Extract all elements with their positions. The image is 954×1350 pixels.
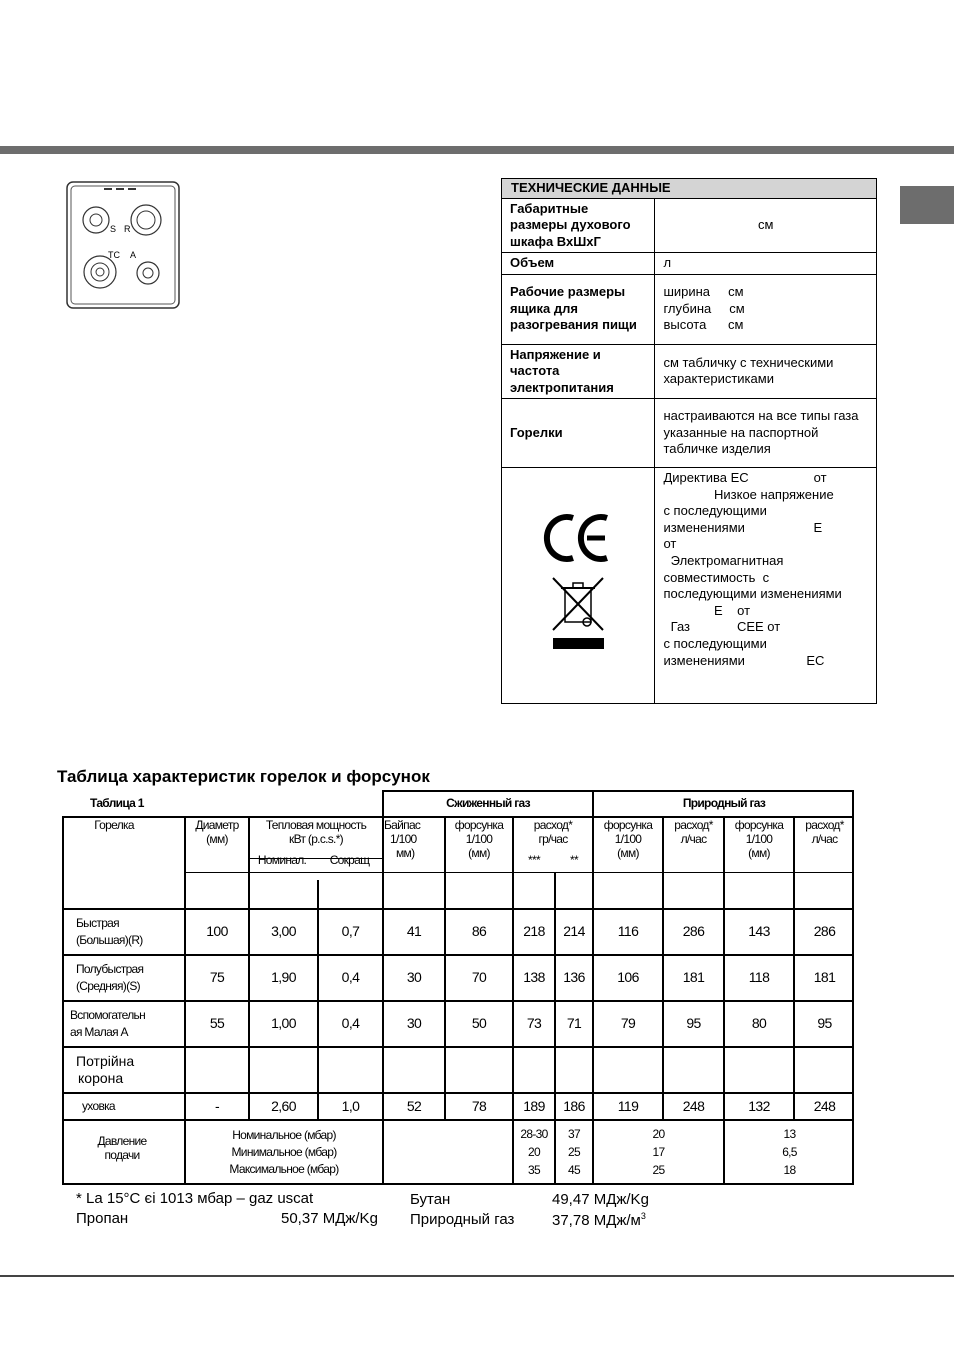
table-caption: Таблица 1 — [90, 796, 144, 810]
col-diameter — [186, 818, 248, 846]
pressure-value: 45 — [568, 1163, 580, 1177]
burner-name-line: Полубыстрая — [76, 962, 144, 976]
table-cell: 41 — [406, 923, 422, 939]
table-cell: 95 — [686, 1015, 701, 1031]
burner-name — [70, 1007, 145, 1041]
table-cell: 1,90 — [271, 969, 296, 985]
pressure-value: 13 — [783, 1127, 796, 1141]
col-thermal-power — [250, 818, 382, 846]
directive-line: совместимость с — [663, 569, 770, 585]
col-flow-ng2-l1: расход* — [805, 818, 844, 832]
pressure-ng2 — [725, 1125, 854, 1179]
voltage-label: Напряжение и частота электропитания — [502, 344, 655, 399]
col-thermal-l1: Тепловая мощность — [265, 818, 367, 832]
drawer-width: ширина см — [663, 284, 744, 300]
burner-name-line: ая Малая А — [70, 1025, 128, 1039]
burner-name-line: Вспомогательн — [70, 1008, 146, 1022]
table-cell: 218 — [523, 923, 545, 939]
table-cell: 143 — [748, 923, 770, 939]
directive-line: с последующими — [663, 635, 767, 651]
language-tab-marker — [900, 186, 954, 224]
table-cell: 95 — [817, 1015, 832, 1031]
table-cell: 78 — [471, 1097, 487, 1114]
burners-value: настраиваются на все типы газа указанные на паспортной табличке изделия — [655, 399, 877, 468]
top-header-bar — [0, 146, 954, 154]
drawer-depth: глубина см — [663, 300, 745, 316]
burners-label: Горелки — [502, 399, 655, 468]
table-cell: 1,00 — [271, 1015, 296, 1031]
footnote-propane-label: Пропан — [76, 1210, 129, 1227]
pressure-lpg-butane — [514, 1125, 554, 1179]
pressure-value: 20 — [528, 1145, 540, 1159]
label-s: S — [110, 224, 117, 234]
burner-name — [82, 1098, 115, 1115]
footer-line — [0, 1275, 954, 1277]
footnote-conditions: * La 15°C єі 1013 мбар – gaz uscat — [76, 1190, 314, 1207]
pressure-maximum: Максимальное (мбар) — [229, 1162, 339, 1176]
volume-value: л — [655, 253, 877, 275]
footnote-butane-value: 49,47 МДж/Kg — [552, 1191, 649, 1208]
pressure-value: 18 — [783, 1163, 796, 1177]
col-nozzle-lpg-l1: форсунка — [454, 818, 504, 832]
col-flow-lpg — [514, 818, 592, 846]
col-bypass-l3: мм) — [396, 846, 415, 860]
table-cell: 2,60 — [271, 1097, 296, 1114]
table-cell: 181 — [682, 969, 705, 985]
pressure-value: 37 — [568, 1127, 580, 1141]
burner-name — [76, 961, 143, 995]
voltage-value: см табличку с техническими характеристиками — [655, 344, 877, 399]
directive-line: Директива ЕС от — [663, 470, 827, 485]
table-cell: 186 — [563, 1097, 585, 1114]
dimensions-value: см — [655, 198, 877, 253]
burner-name-line: Быстрая — [76, 916, 119, 930]
pressure-label — [64, 1134, 180, 1162]
ce-mark-and-weee-icon — [543, 498, 613, 668]
col-nozzle-ng2-l1: форсунка — [734, 818, 784, 832]
directive-line: Низкое напряжение — [663, 486, 834, 502]
col-diameter-l1: Диаметр — [195, 818, 239, 832]
lpg-group-header: Сжиженный газ — [446, 796, 530, 810]
pressure-value: 35 — [528, 1163, 540, 1177]
natural-gas-group-header: Природный газ — [682, 796, 766, 810]
table-cell: 75 — [209, 969, 225, 985]
col-nozzle-ng1-l3: (мм) — [617, 846, 639, 860]
table-cell: 71 — [566, 1015, 582, 1031]
natural-value-sup: 3 — [640, 1211, 646, 1221]
pressure-value: 6,5 — [782, 1145, 797, 1159]
burner-name-line: Потрійна — [76, 1053, 135, 1069]
pressure-nominal: Номинальное (мбар) — [232, 1128, 336, 1142]
table-cell: 80 — [751, 1015, 767, 1031]
table-cell: 70 — [471, 969, 487, 985]
table-cell: 1,0 — [341, 1097, 360, 1114]
directives-text — [655, 468, 877, 704]
col-nozzle-ng2 — [725, 818, 793, 860]
table-cell: 138 — [523, 969, 545, 985]
drawer-size-value — [655, 274, 877, 344]
table-cell: 73 — [526, 1015, 542, 1031]
col-nozzle-lpg-l3: (мм) — [468, 846, 490, 860]
col-flow-ng2 — [795, 818, 854, 846]
col-burner: Горелка — [94, 818, 134, 832]
drawer-height: высота см — [663, 317, 744, 333]
table-cell: 3,00 — [271, 923, 296, 939]
footnote-natural-label: Природный газ — [410, 1211, 515, 1228]
technical-data-table — [501, 178, 877, 704]
col-nozzle-ng1-l1: форсунка — [603, 818, 653, 832]
table-cell: 132 — [748, 1097, 770, 1114]
table-cell: 181 — [813, 969, 836, 985]
table-cell: 0,7 — [341, 923, 360, 939]
col-nozzle-lpg — [446, 818, 512, 860]
directive-line: последующими изменениями — [663, 586, 842, 602]
footnote-natural-value — [552, 1211, 646, 1229]
burner-name-line: (Большая)(R) — [76, 933, 143, 947]
col-nozzle-lpg-l2: 1/100 — [465, 832, 493, 846]
natural-value-text: 37,78 МДж/м — [552, 1212, 641, 1229]
table-cell: 118 — [748, 969, 770, 985]
table-cell: 116 — [617, 923, 639, 939]
directive-line: Газ СЕЕ от — [663, 619, 781, 635]
burner-name-line: уховка — [82, 1099, 115, 1113]
table-cell: 286 — [813, 923, 836, 939]
pressure-value: 20 — [652, 1127, 665, 1141]
label-r: R — [124, 224, 131, 234]
tech-table-header: ТЕХНИЧЕСКИЕ ДАННЫЕ — [502, 179, 877, 199]
directive-line: от — [663, 536, 677, 552]
volume-label: Объем — [502, 253, 655, 275]
table-cell: 189 — [523, 1097, 545, 1114]
table-cell: 248 — [682, 1097, 705, 1114]
pressure-names — [186, 1127, 382, 1178]
directive-line: изменениями ЕС — [663, 652, 825, 668]
col-nozzle-ng1-l2: 1/100 — [614, 832, 642, 846]
directive-line: Электромагнитная — [663, 552, 784, 568]
certification-logos — [502, 468, 655, 704]
table-cell: 0,4 — [341, 1015, 360, 1031]
table-cell: 136 — [563, 969, 585, 985]
table-cell: 0,4 — [341, 969, 360, 985]
col-bypass-l2: 1/100 — [390, 832, 417, 846]
burner-name-line: (Средняя)(S) — [76, 979, 140, 993]
table-cell: 30 — [406, 969, 422, 985]
directive-line: с последующими — [663, 503, 767, 519]
table-cell: 100 — [206, 923, 228, 939]
burner-name-line: корона — [78, 1070, 124, 1086]
burner-nozzle-table — [62, 790, 854, 1186]
dimensions-label: Габаритные размеры духового шкафа ВхШхГ — [502, 198, 655, 253]
pressure-value: 17 — [652, 1145, 665, 1159]
label-tc: TC — [108, 250, 120, 260]
table-cell: 55 — [209, 1015, 225, 1031]
col-flow-lpg-butane: *** — [528, 853, 540, 867]
hob-burner-diagram — [66, 180, 180, 310]
drawer-size-label: Рабочие размеры ящика для разогревания пищи — [502, 274, 655, 344]
table-cell: 86 — [471, 923, 487, 939]
pressure-lpg-propane — [556, 1125, 592, 1179]
burner-name — [76, 915, 143, 949]
pressure-label-l2: подачи — [104, 1148, 140, 1162]
col-bypass-l1: Байпас — [384, 818, 421, 832]
col-flow-ng1-l1: расход* — [674, 818, 713, 832]
pressure-value: 25 — [568, 1145, 580, 1159]
col-flow-ng2-l2: л/час — [811, 832, 838, 846]
col-nozzle-ng1 — [594, 818, 662, 860]
table-cell: 106 — [617, 969, 639, 985]
table-cell: 79 — [620, 1015, 636, 1031]
footnote-propane-value: 50,37 МДж/Kg — [281, 1210, 378, 1227]
col-nozzle-ng2-l2: 1/100 — [745, 832, 773, 846]
col-flow-ng1 — [664, 818, 723, 846]
pressure-ng1 — [594, 1125, 723, 1179]
pressure-label-l1: Давление — [97, 1134, 147, 1148]
burner-table-title: Таблица характеристик горелок и форсунок — [57, 767, 430, 786]
table-cell: 52 — [406, 1097, 422, 1114]
table-cell: 30 — [406, 1015, 422, 1031]
table-cell: 248 — [813, 1097, 836, 1114]
col-diameter-l2: (мм) — [206, 832, 228, 846]
footnote-butane-label: Бутан — [410, 1191, 451, 1208]
burner-name — [76, 1053, 134, 1087]
col-nozzle-ng2-l3: (мм) — [748, 846, 770, 860]
label-a: A — [130, 250, 137, 260]
pressure-value: 25 — [652, 1163, 665, 1177]
col-flow-lpg-l1: расход* — [533, 818, 573, 832]
pressure-minimum: Минимальное (мбар) — [231, 1145, 337, 1159]
col-thermal-l2: кВт (p.c.s.*) — [289, 832, 343, 846]
col-bypass — [384, 818, 428, 860]
directive-line: изменениями Е — [663, 519, 823, 535]
pressure-value: 28-30 — [520, 1127, 548, 1141]
col-reduced: Сокращ — [329, 853, 370, 867]
directive-line: Е от — [663, 602, 751, 618]
table-cell: 119 — [617, 1097, 639, 1114]
table-cell: 50 — [471, 1015, 487, 1031]
table-cell: 214 — [563, 923, 585, 939]
col-nominal: Номинал. — [257, 853, 307, 867]
col-flow-lpg-propane: ** — [570, 853, 578, 867]
col-flow-ng1-l2: л/час — [680, 832, 707, 846]
table-cell: - — [214, 1097, 220, 1114]
col-flow-lpg-l2: гр/час — [538, 832, 568, 846]
table-cell: 286 — [682, 923, 705, 939]
